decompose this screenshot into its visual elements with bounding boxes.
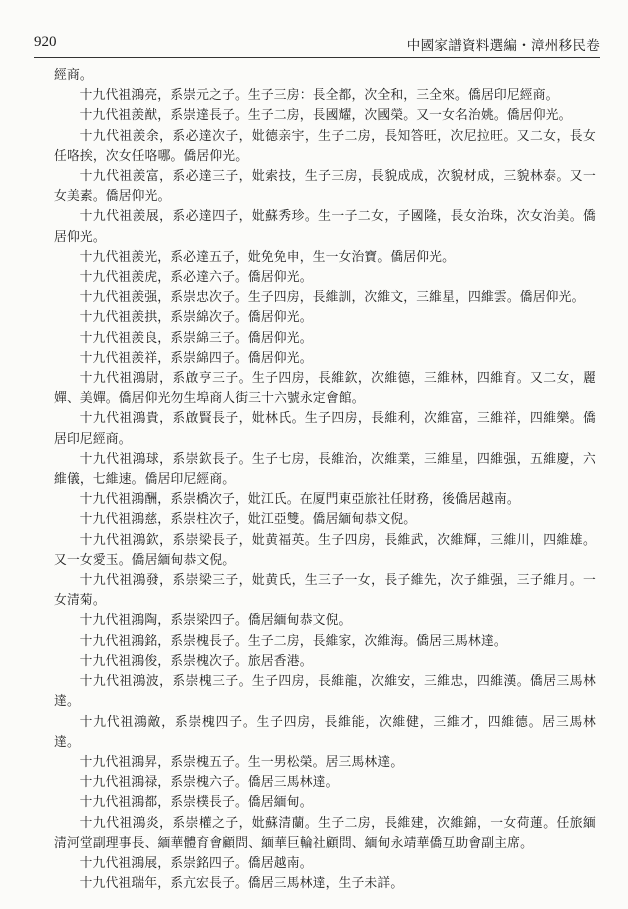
paragraph: 十九代祖鴻禄，系崇槐六子。僑居三馬林達。: [79, 775, 339, 791]
paragraph: 十九代祖鴻炎，系崇權之子，妣蘇清蘭。生子二房，長維建，次維錦，一女荷蓮。任旅緬清河堂副理事長、緬華體育會顧問、緬華巨輪社顧問、緬甸永靖華僑互助會副主席。: [54, 815, 596, 851]
paragraph: 十九代祖鴻亮，系崇元之子。生子三房：長全都，次全和，三全來。僑居印尼經商。: [79, 88, 559, 104]
paragraph: 十九代祖羨良，系崇綿三子。僑居仰光。: [79, 330, 313, 346]
paragraph: 十九代祖鴻發，系崇梁三子，妣黄氏，生三子一女，長子維先，次子維强，三子維月。一女清菊。: [54, 573, 596, 609]
paragraph: 十九代祖羨展，系必達四子，妣蘇秀珍。生一子二女，子國隆，長女治珠，次女治美。僑居仰光。: [54, 209, 596, 245]
page-number: 920: [34, 34, 57, 50]
paragraph: 十九代祖鴻慈，系崇柱次子，妣江亞雙。僑居緬甸恭文倪。: [79, 512, 417, 528]
paragraph: 十九代祖鴻昇，系崇槐五子。生一男松榮。居三馬林達。: [79, 754, 404, 770]
paragraph: 十九代祖瑞年，系亢宏長子。僑居三馬林達，生子未詳。: [79, 876, 404, 892]
page-header: [34, 30, 600, 56]
paragraph: 十九代祖鴻展，系崇銘四子。僑居越南。: [79, 855, 313, 871]
paragraph: 十九代祖鴻尉，系啟亨三子。生子四房，長維欽，次維德，三維林，四維育。又二女，麗嬋、美嬋。僑居仰光勿生埠商人街三十六號永定會館。: [54, 371, 596, 407]
paragraph: 十九代祖鴻酬，系崇橋次子，妣江氏。在厦門東亞旅社任財務，後僑居越南。: [79, 492, 520, 508]
paragraph: 十九代祖鴻球，系崇欽長子。生子七房，長維治，次維業，三維星，四維强，五維慶，六維儀，七維速。僑居印尼經商。: [54, 451, 596, 488]
header-rule: [34, 57, 600, 58]
paragraph: 十九代祖羨强，系崇忠次子。生子四房，長維訓，次維文，三維星，四維雲。僑居仰光。: [79, 290, 585, 306]
paragraph: 十九代祖羨光，系必達五子，妣免免申，生一女治寶。僑居仰光。: [79, 249, 456, 265]
paragraph: 十九代祖鴻陶，系崇梁四子。僑居緬甸恭文倪。: [79, 613, 352, 629]
paragraph: 十九代祖羨余，系必達次子，妣德亲宇，生子二房，長知答旺，次尼拉旺。又二女，長女任咯挨，次女任咯哪。僑居仰光。: [54, 128, 596, 164]
paragraph: 十九代祖羨虎，系必達六子。僑居仰光。: [79, 270, 313, 286]
paragraph: 十九代祖羨祥，系崇綿四子。僑居仰光。: [79, 350, 313, 366]
paragraph: 十九代祖鴻貴，系啟賢長子，妣林氏。生子四房，長維利，次維富，三維祥，四維樂。僑居印尼經商。: [54, 411, 596, 447]
text-body: [54, 66, 596, 894]
paragraph: 十九代祖鴻銘，系崇槐長子。生子二房，長維家，次維海。僑居三馬林達。: [79, 633, 507, 649]
paragraph: 十九代祖鴻俊，系崇槐次子。旅居香港。: [79, 653, 313, 669]
running-title: 中國家譜資料選編・漳州移民卷: [406, 38, 600, 54]
paragraph: 十九代祖鴻敵，系崇槐四子。生子四房，長維能，次維健，三維才，四維德。居三馬林達。: [54, 714, 596, 750]
paragraph: 十九代祖羨猷，系崇達長子。生子二房，長國耀，次國榮。又一女名治姚。僑居仰光。: [79, 108, 572, 124]
paragraph: 十九代祖羨富，系必達三子，妣索技，生子三房，長貌成成，次貌材成，三貌林泰。又一女美素。僑居仰光。: [54, 169, 596, 205]
paragraph: 十九代祖鴻都，系崇樸長子。僑居緬甸。: [79, 795, 313, 811]
paragraph: 十九代祖鴻波，系崇槐三子。生子四房，長維龍，次維安，三維忠，四維漢。僑居三馬林達。: [54, 674, 596, 710]
paragraph: 十九代祖鴻欽，系崇梁長子，妣黄福英。生子四房，長維武，次維輝，三維川，四維雄。又一女愛玉。僑居緬甸恭文倪。: [54, 532, 596, 568]
paragraph: 經商。: [54, 68, 93, 83]
paragraph: 十九代祖羨拱，系崇綿次子。僑居仰光。: [79, 310, 313, 326]
